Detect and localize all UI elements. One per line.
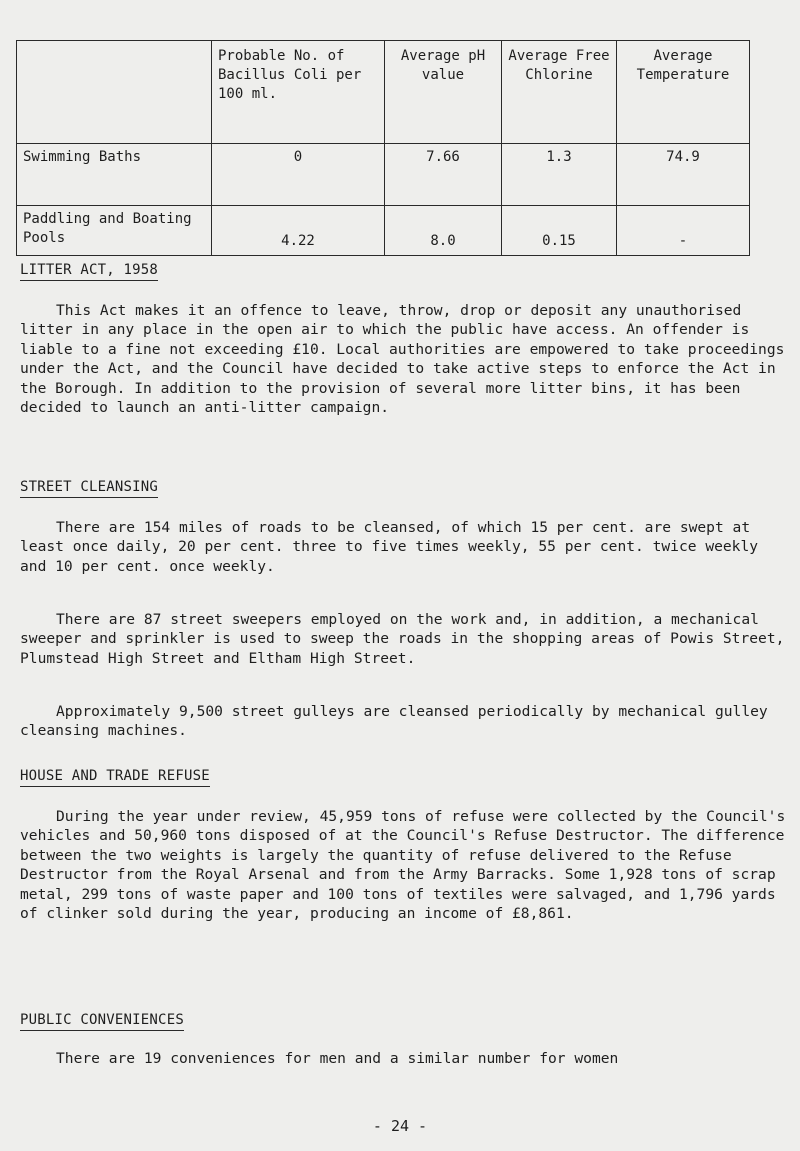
table-row <box>17 206 750 256</box>
paragraph-street-3: Approximately 9,500 street gulleys are cleansed periodically by mechanical gulley cleansing machines. <box>20 703 768 740</box>
cell-coli: 4.22 <box>212 206 385 256</box>
cell-ph: 8.0 <box>385 206 502 256</box>
header-temperature: Average Temperature <box>617 41 750 144</box>
header-free-chlorine: Average Free Chlorine <box>502 41 617 144</box>
table-row <box>17 144 750 206</box>
paragraph-litter: This Act makes it an offence to leave, throw, drop or deposit any unauthorised litter in any place in the open air to which the public have access. An offender is liable to a fine not exceeding £10. Local authorities are empowered to take proceedings under the Act, and the Council have decided to take active steps to enforce the Act in the Borough. In addition to the provision of several more litter bins, it has been decided to launch an anti-litter campaign. <box>20 302 785 417</box>
section-heading-refuse: HOUSE AND TRADE REFUSE <box>20 768 210 784</box>
header-ph: Average pH value <box>385 41 502 144</box>
paragraph-street-2: There are 87 street sweepers employed on the work and, in addition, a mechanical sweeper and sprinkler is used to sweep the roads in the shopping areas of Powis Street, Plumstead High Street and Eltham High Street. <box>20 611 785 667</box>
cell-temperature: 74.9 <box>617 144 750 206</box>
paragraph-refuse: During the year under review, 45,959 tons of refuse were collected by the Council's vehicles and 50,960 tons disposed of at the Council's Refuse Destructor. The difference between the two weights is largely the quantity of refuse delivered to the Refuse Destructor from the Royal Arsenal and from the Army Barracks. Some 1,928 tons of scrap metal, 299 tons of waste paper and 100 tons of textiles were salvaged, and 1,796 yards of clinker sold during the year, producing an income of £8,861. <box>20 808 786 923</box>
section-heading-litter: LITTER ACT, 1958 <box>20 262 158 278</box>
header-bacillus-coli: Probable No. of Bacillus Coli per 100 ml. <box>212 41 385 144</box>
row-label-swimming: Swimming Baths <box>17 144 212 206</box>
header-blank <box>17 41 212 144</box>
row-label-paddling: Paddling and Boating Pools <box>17 206 212 256</box>
cell-coli: 0 <box>212 144 385 206</box>
cell-chlorine: 0.15 <box>502 206 617 256</box>
water-quality-table <box>16 40 750 256</box>
paragraph-street-1: There are 154 miles of roads to be cleansed, of which 15 per cent. are swept at least once daily, 20 per cent. three to five times weekly, 55 per cent. twice weekly and 10 per cent. once weekly. <box>20 519 759 575</box>
cell-chlorine: 1.3 <box>502 144 617 206</box>
paragraph-conveniences: There are 19 conveniences for men and a similar number for women <box>56 1050 619 1067</box>
cell-ph: 7.66 <box>385 144 502 206</box>
cell-temperature: - <box>617 206 750 256</box>
table-header-row <box>17 41 750 144</box>
section-heading-street-cleansing: STREET CLEANSING <box>20 479 158 495</box>
section-heading-conveniences: PUBLIC CONVENIENCES <box>20 1012 184 1028</box>
page-number: - 24 - <box>372 1117 428 1135</box>
